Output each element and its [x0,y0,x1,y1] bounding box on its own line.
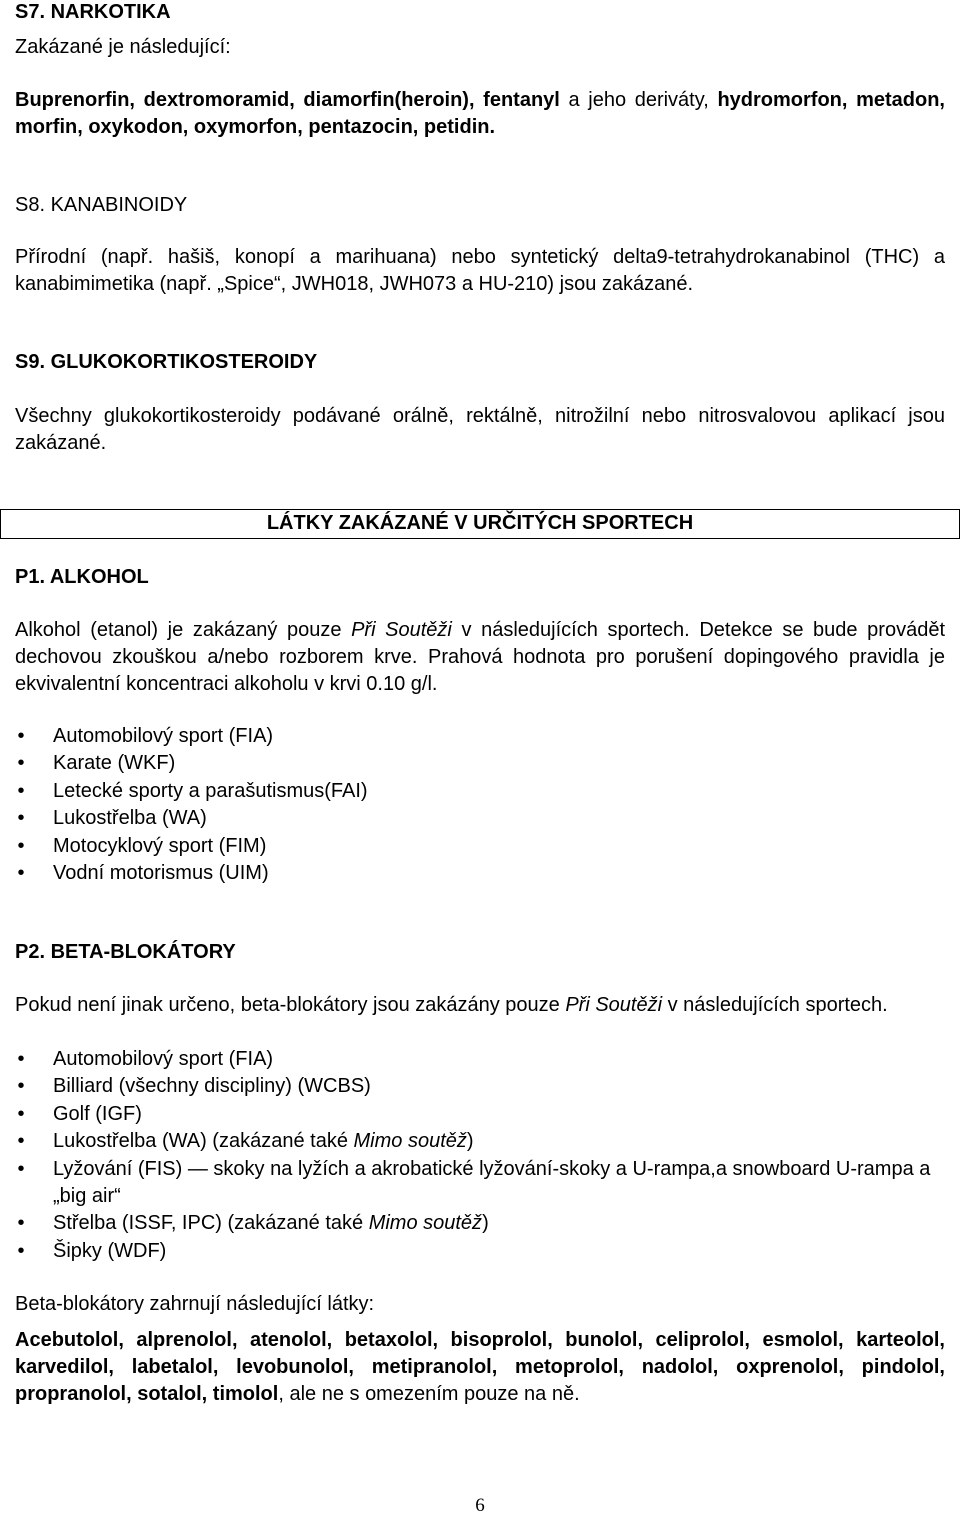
list-item-text: Billiard (všechny discipliny) (WCBS) [53,1075,371,1098]
p2-substances-bold: Acebutolol, alprenolol, atenolol, betaxolol, bisoprolol, bunolol, celiprolol, esmolol, karteolol, karvedilol, labetalol, levobunolol, metipranolol, metoprolol, nadolol, oxprenolol, pindolol, propranolol, sotalol, timolol [15,1329,945,1405]
bullet-icon: • [17,752,25,775]
section-title: LÁTKY ZAKÁZANÉ V URČITÝCH SPORTECH [266,512,694,534]
s8-text: Přírodní (např. hašiš, konopí a marihuana) nebo syntetický delta9-tetrahydrokanabinol (THC) a kanabimimetika (např. „Spice“, JWH018, JWH073 a HU-210) jsou zakázané. [15,246,945,295]
bullet-icon: • [17,807,25,830]
p2-substances-intro: Beta-blokátory zahrnují následující látky: [15,1293,375,1315]
bullet-icon: • [17,862,25,885]
s7-heading: S7. NARKOTIKA [15,1,171,23]
p2-text-c: v následujících sportech. [662,994,888,1016]
bullet-icon: • [17,1157,25,1180]
list-item-text: Lyžování (FIS) — skoky na lyžích a akrobatické lyžování-skoky a U-rampa,a snowboard U-rampa a „big air“ [53,1157,931,1208]
bullet-icon: • [17,1102,25,1125]
bullet-icon: • [17,1048,25,1070]
list-item-text: Střelba (ISSF, IPC) (zakázané také [53,1212,369,1235]
list-item [15,1238,945,1265]
list-item-text: Lukostřelba (WA) (zakázané také [53,1130,354,1153]
list-item-tail: ) [482,1212,489,1235]
list-item [15,1210,945,1237]
list-item [15,750,945,777]
list-item [15,723,945,750]
p1-sports-list [15,723,945,887]
list-item-text: Letecké sporty a parašutismus(FAI) [53,779,368,802]
list-item-text: Automobilový sport (FIA) [53,725,274,747]
p2-substances [15,1327,945,1408]
bullet-icon: • [17,1212,25,1235]
p1-heading: P1. ALKOHOL [15,566,149,588]
list-item [15,1156,945,1211]
s7-substances [15,87,945,141]
list-item-text: Motocyklový sport (FIM) [53,834,267,857]
p2-text [15,992,945,1019]
p1-text [15,617,945,698]
p1-text-c: v následujících sportech. Detekce se bude provádět dechovou zkouškou a/nebo rozborem krve. Prahová hodnota pro porušení dopingového pravidla je ekvivalentní koncentraci alkoholu v krvi 0.10 g/l. [15,619,945,695]
s9-text: Všechny glukokortikosteroidy podávané orálně, rektálně, nitrožilní nebo nitrosvalovou aplikací jsou zakázané. [15,405,945,454]
bullet-icon: • [17,1239,25,1262]
s7-substances-bold-1: Buprenorfin, dextromoramid, diamorfin(heroin), fentanyl [15,89,560,111]
list-item-text: Automobilový sport (FIA) [53,1048,274,1070]
list-item [15,833,945,860]
s7-intro: Zakázané je následující: [15,36,231,58]
list-item-text: Golf (IGF) [53,1102,142,1125]
list-item-text: Lukostřelba (WA) [53,807,207,830]
bullet-icon: • [17,779,25,802]
s8-heading: S8. KANABINOIDY [15,194,188,216]
list-item [15,860,945,887]
bullet-icon: • [17,725,25,747]
p2-text-a: Pokud není jinak určeno, beta-blokátory jsou zakázány pouze [15,994,566,1016]
list-item-tail: ) [466,1130,474,1153]
list-item-italic: Mimo soutěž [368,1212,483,1235]
list-item-text: Karate (WKF) [53,752,176,775]
s7-substances-bold-2: hydromorfon, metadon, morfin, oxykodon, oxymorfon, pentazocin, petidin. [15,89,945,138]
p2-substances-tail: , ale ne s omezením pouze na ně. [278,1383,580,1405]
list-item [15,805,945,832]
list-item-text: Šipky (WDF) [53,1239,167,1262]
bullet-icon: • [17,1075,25,1098]
page-number: 6 [475,1495,485,1516]
s9-heading: S9. GLUKOKORTIKOSTEROIDY [15,351,318,373]
p1-text-a: Alkohol (etanol) je zakázaný pouze [15,619,352,641]
list-item-italic: Mimo soutěž [353,1130,467,1153]
p2-text-in-competition: Při Soutěži [565,994,663,1016]
list-item [15,1046,945,1073]
bullet-icon: • [17,1130,25,1153]
p1-text-in-competition: Při Soutěži [351,619,452,641]
s7-substances-plain: a jeho deriváty, [559,89,718,111]
bullet-icon: • [17,834,25,857]
list-item [15,778,945,805]
list-item [15,1073,945,1100]
p2-heading: P2. BETA-BLOKÁTORY [15,941,236,963]
list-item [15,1128,945,1155]
list-item [15,1101,945,1128]
p2-sports-list [15,1046,945,1265]
list-item-text: Vodní motorismus (UIM) [53,862,269,885]
